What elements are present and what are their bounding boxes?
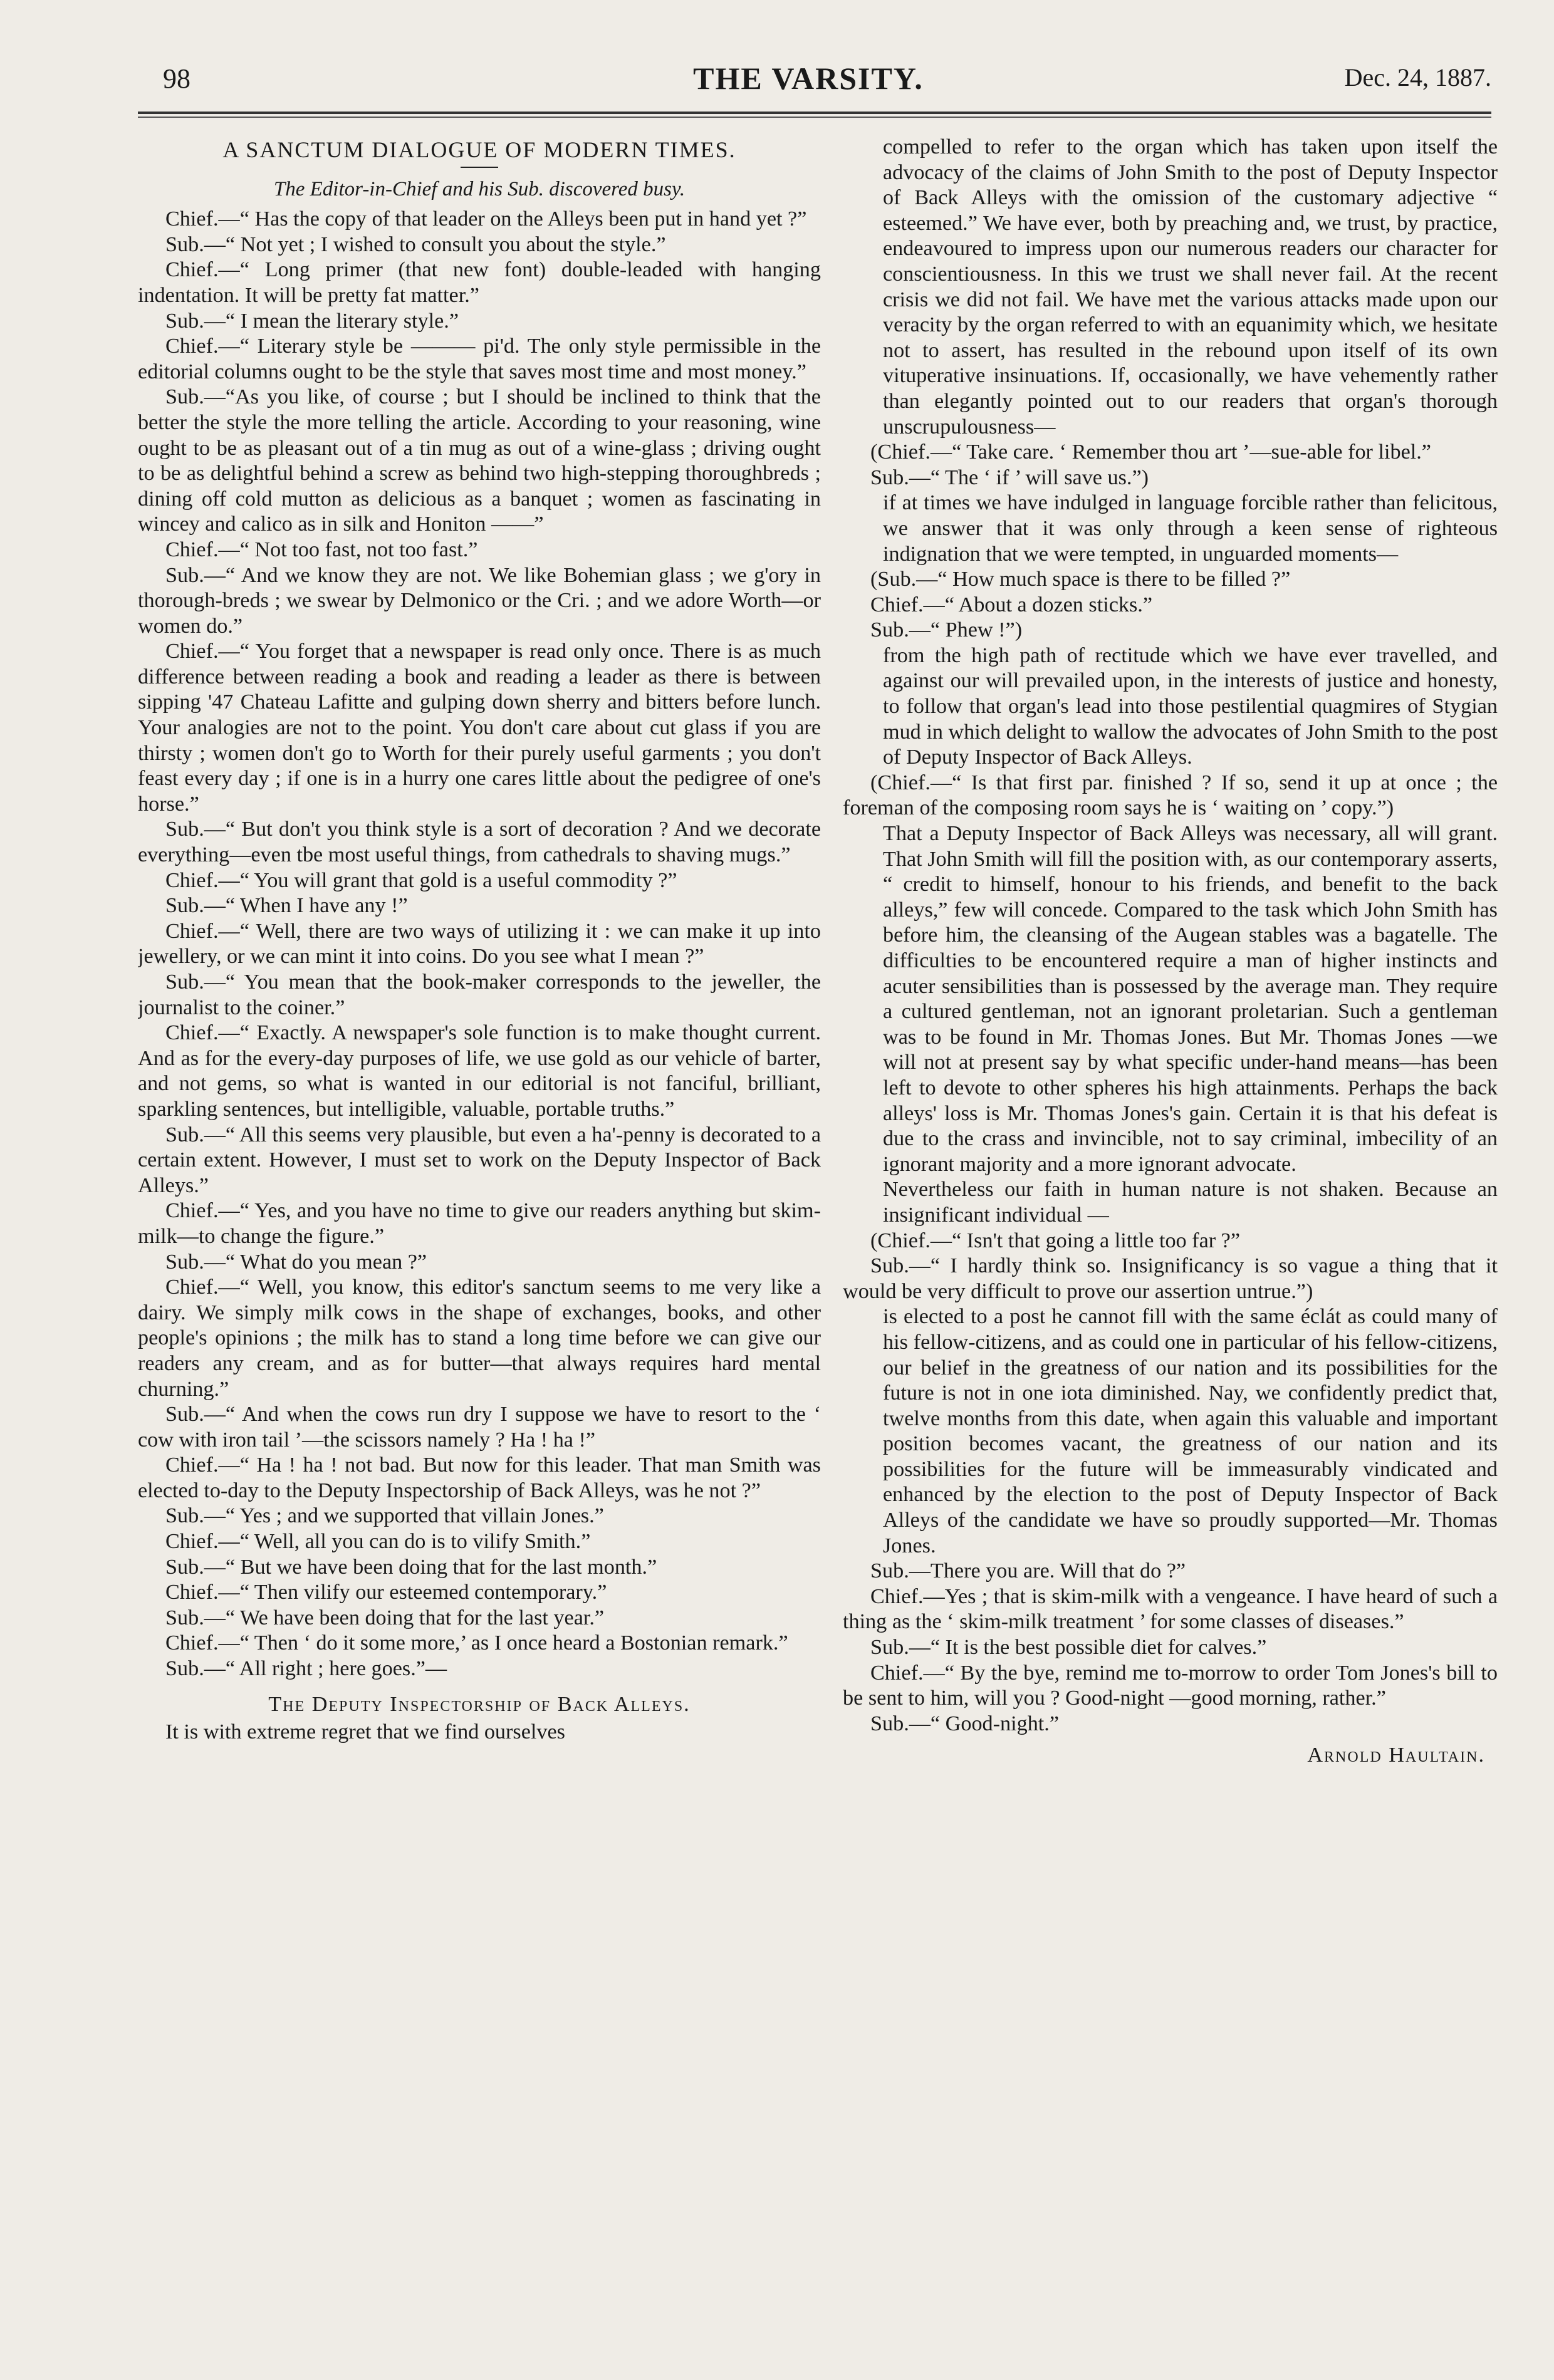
- dialogue-paragraph: Chief.—“ Ha ! ha ! not bad. But now for this leader. That man Smith was elected to-day to the Deputy Inspectorship of Back Alleys, was he not ?”: [138, 1453, 821, 1502]
- dialogue-paragraph: Sub.—“ And when the cows run dry I suppose we have to resort to the ‘ cow with iron tail ’—the scissors namely ? Ha ! ha !”: [138, 1403, 821, 1452]
- editorial-paragraphs: [843, 135, 1498, 1737]
- editorial-paragraph: That a Deputy Inspector of Back Alleys was necessary, all will grant. That John Smith will fill the position with, as our contemporary asserts, “ credit to himself, honour to his friends, and benefit to the back alleys,” few will concede. Compared to the task which John Smith has before him, the cleansing of the Augean stables was a bagatelle. The difficulties to be encountered require a man of higher instincts and acuter sensibilities than is possessed by the average man. They require a cultured gentleman, not an ignorant proletarian. Such a gentleman was to be found in Mr. Thomas Jones. But Mr. Thomas Jones —we will not at present say by what specific under-hand means—has been left to devote to other spheres his high attainments. Perhaps the back alleys' loss is Mr. Thomas Jones's gain. Certain it is that his defeat is due to the crass and invincible, not to say criminal, imbecility of an ignorant majority and a more ignorant advocate.: [883, 822, 1498, 1176]
- dialogue-paragraph: Sub.—“ Yes ; and we supported that villain Jones.”: [165, 1504, 604, 1528]
- page-header: [125, 56, 1491, 107]
- left-column: [138, 135, 821, 2365]
- editorial-paragraph: Chief.—“ About a dozen sticks.”: [870, 593, 1153, 616]
- editorial-paragraph: from the high path of rectitude which we have ever travelled, and against our will prevailed upon, in the interests of justice and honesty, to follow that organ's lead into those pestilential quagmires of Stygian mud in which delight to wallow the advocates of John Smith to the post of Deputy Inspector of Back Alleys.: [883, 643, 1498, 769]
- section-heading: The Deputy Inspectorship of Back Alleys.: [268, 1692, 691, 1716]
- dialogue-paragraph: Sub.—“As you like, of course ; but I should be inclined to think that the better the style the more telling the article. According to your reasoning, wine ought to be as pleasant out of a tin mug as out of a wine-glass ; driving ought to be as delightful behind a screw as behind two high-stepping thoroughbreds ; dining off cold mutton as delicious as a banquet ; women as fascinating in wincey and calico as in silk and Honiton ——”: [138, 385, 821, 536]
- author-signature: Arnold Haultain.: [1307, 1743, 1485, 1767]
- editorial-paragraph: Sub.—“ The ‘ if ’ will save us.”): [870, 465, 1149, 489]
- article-title: A SANCTUM DIALOGUE OF MODERN TIMES.: [222, 137, 736, 162]
- dialogue-paragraph: Chief.—“ Has the copy of that leader on the Alleys been put in hand yet ?”: [165, 207, 807, 231]
- header-rule-thin: [138, 117, 1491, 118]
- dialogue-paragraph: Chief.—“ Exactly. A newspaper's sole function is to make thought current. And as for the every-day purposes of life, we use gold as our vehicle of barter, and not gems, so what is wanted in our editorial is not fanciful, brilliant, sparkling sentences, but intelligible, valuable, portable truths.”: [138, 1021, 821, 1121]
- dialogue-paragraph: Chief.—“ Then vilify our esteemed contemporary.”: [165, 1581, 607, 1604]
- dialogue-paragraph: Chief.—“ Long primer (that new font) double-leaded with hanging indentation. It will be pretty fat matter.”: [138, 258, 821, 307]
- dialogue-paragraphs: [138, 207, 821, 1681]
- dialogue-paragraph: Chief.—“ Yes, and you have no time to give our readers anything but skim-milk—to change the figure.”: [138, 1199, 821, 1248]
- editorial-paragraph: if at times we have indulged in language forcible rather than felicitous, we answer that it was only through a keen sense of righteous indignation that we were tempted, in unguarded moments—: [883, 491, 1498, 566]
- section-opening: It is with extreme regret that we find ourselves: [165, 1720, 565, 1744]
- dialogue-paragraph: Chief.—“ Well, there are two ways of utilizing it : we can make it up into jewellery, or we can mint it into coins. Do you see what I mean ?”: [138, 919, 821, 969]
- dialogue-paragraph: Chief.—“ You forget that a newspaper is read only once. There is as much difference between reading a book and reading a leader as there is between sipping '47 Chateau Lafitte and gulping down sherry and bitters before lunch. Your analogies are not to the point. You don't care about cut glass if you are thirsty ; women don't go to Worth for their purely useful garments ; you don't feast every day ; if one is in a hurry one cares little about the pedigree of one's horse.”: [138, 640, 821, 816]
- editorial-paragraph: Chief.—Yes ; that is skim-milk with a vengeance. I have heard of such a thing as the ‘ skim-milk treatment ’ for some classes of diseases.”: [843, 1584, 1498, 1634]
- editorial-paragraph: is elected to a post he cannot fill with the same éclát as could many of his fellow-citizens, and as could one in particular of his fellow-citizens, our belief in the greatness of our nation and its possibilities for the future is not in one iota diminished. Nay, we confidently predict that, twelve months from this date, when again this valuable and important position becomes vacant, the greatness of our nation and its possibilities for the future will be immeasurably vindicated and enhanced by the election to the post of Deputy Inspector of Back Alleys of the candidate we have so proudly supported—Mr. Thomas Jones.: [883, 1305, 1498, 1557]
- dialogue-paragraph: Sub.—“ All this seems very plausible, but even a ha'-penny is decorated to a certain extent. However, I must set to work on the Deputy Inspector of Back Alleys.”: [138, 1123, 821, 1197]
- editorial-paragraph: (Chief.—“ Take care. ‘ Remember thou art ’—sue-able for libel.”: [870, 440, 1431, 464]
- title-dash: [461, 167, 498, 168]
- editorial-paragraph: Sub.—“ I hardly think so. Insignificancy is so vague a thing that it would be very difficult to prove our assertion untrue.”): [843, 1254, 1498, 1303]
- dialogue-paragraph: Sub.—“ I mean the literary style.”: [165, 309, 459, 333]
- right-column: [843, 135, 1498, 2365]
- dialogue-paragraph: Sub.—“ What do you mean ?”: [165, 1250, 427, 1274]
- editorial-paragraph: Nevertheless our faith in human nature is not shaken. Because an insignificant individual —: [883, 1178, 1498, 1227]
- dialogue-paragraph: Sub.—“ Not yet ; I wished to consult you about the style.”: [165, 232, 666, 256]
- dialogue-paragraph: Chief.—“ Then ‘ do it some more,’ as I once heard a Bostonian remark.”: [165, 1631, 788, 1655]
- header-rule: [138, 112, 1491, 114]
- editorial-paragraph: Sub.—“ Good-night.”: [870, 1712, 1060, 1735]
- editorial-paragraph: compelled to refer to the organ which has taken upon itself the advocacy of the claims of John Smith to the post of Deputy Inspector of Back Alleys with the omission of the customary adjective “ esteemed.” We have ever, both by preaching and, we trust, by practice, endeavoured to impress upon our numerous readers our character for conscientiousness. In this we trust we shall never fail. At the recent crisis we did not fail. We have met the various attacks made upon our veracity by the organ referred to with an equanimity which, we hesitate not to assert, has resulted in the rebound upon itself of its own vituperative insinuations. If, occasionally, we have vehemently rather than elegantly pointed out to our readers that organ's thorough unscrupulousness—: [883, 135, 1498, 439]
- dialogue-paragraph: Sub.—“ When I have any !”: [165, 894, 408, 918]
- editorial-paragraph: Sub.—“ Phew !”): [870, 618, 1023, 642]
- dialogue-paragraph: Chief.—“ Well, all you can do is to vilify Smith.”: [165, 1530, 591, 1554]
- editorial-paragraph: Chief.—“ By the bye, remind me to-morrow to order Tom Jones's bill to be sent to him, will you ? Good-night —good morning, rather.”: [843, 1661, 1498, 1710]
- dialogue-paragraph: Sub.—“ We have been doing that for the last year.”: [165, 1606, 605, 1629]
- editorial-paragraph: (Chief.—“ Isn't that going a little too far ?”: [870, 1229, 1241, 1252]
- editorial-paragraph: (Sub.—“ How much space is there to be filled ?”: [870, 568, 1291, 591]
- issue-date: Dec. 24, 1887.: [1344, 63, 1491, 91]
- dialogue-paragraph: Chief.—“ Well, you know, this editor's sanctum seems to me very like a dairy. We simply milk cows in the shape of exchanges, books, and other people's opinions ; the milk has to stand a long time before we can give our readers any cream, and as for butter—that always requires hard mental churning.”: [138, 1276, 821, 1401]
- dialogue-paragraph: Sub.—“ All right ; here goes.”—: [165, 1657, 447, 1681]
- editorial-paragraph: Sub.—“ It is the best possible diet for calves.”: [870, 1636, 1267, 1660]
- page-number: 98: [163, 63, 190, 94]
- dialogue-paragraph: Sub.—“ And we know they are not. We like Bohemian glass ; we g'ory in thorough-breds ; we swear by Delmonico or the Cri. ; and we adore Worth—or women do.”: [138, 563, 821, 638]
- dialogue-paragraph: Chief.—“ Literary style be ——— pi'd. The only style permissible in the editorial columns ought to be the style that saves most time and most money.”: [138, 335, 821, 383]
- dialogue-paragraph: Sub.—“ But we have been doing that for the last month.”: [165, 1555, 657, 1579]
- dialogue-paragraph: Chief.—“ You will grant that gold is a useful commodity ?”: [165, 868, 677, 892]
- dialogue-paragraph: Sub.—“ You mean that the book-maker corresponds to the jeweller, the journalist to the coiner.”: [138, 970, 821, 1019]
- editorial-paragraph: (Chief.—“ Is that first par. finished ? If so, send it up at once ; the foreman of the composing room says he is ‘ waiting on ’ copy.”): [843, 771, 1498, 820]
- article-subtitle: The Editor-in-Chief and his Sub. discovered busy.: [273, 177, 686, 200]
- dialogue-paragraph: Sub.—“ But don't you think style is a sort of decoration ? And we decorate everything—even tbe most useful things, from cathedrals to shaving mugs.”: [138, 818, 821, 867]
- dialogue-paragraph: Chief.—“ Not too fast, not too fast.”: [165, 538, 478, 561]
- editorial-paragraph: Sub.—There you are. Will that do ?”: [870, 1559, 1186, 1583]
- masthead-title: THE VARSITY.: [693, 61, 924, 96]
